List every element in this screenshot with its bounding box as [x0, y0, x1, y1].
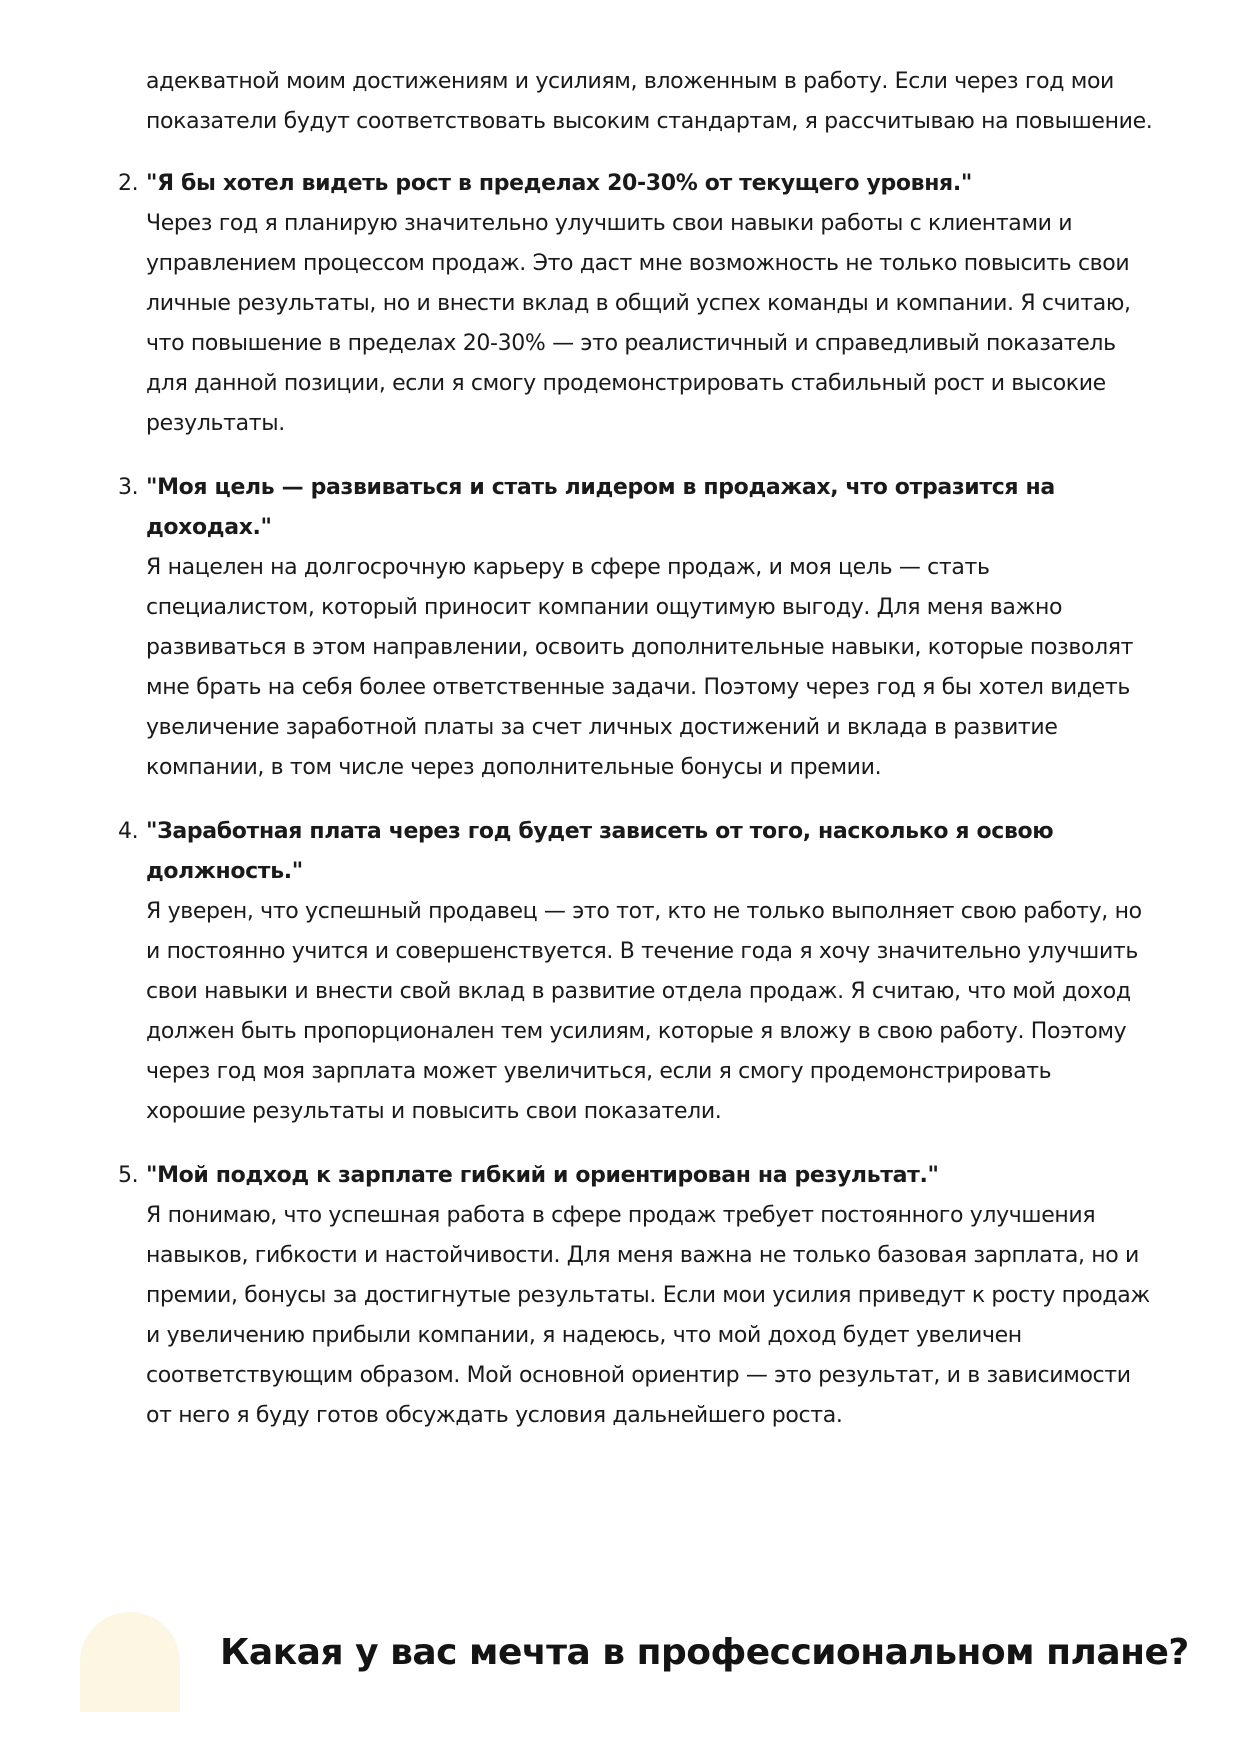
list-item-number: 3. — [118, 475, 139, 500]
list-item-title: "Мой подход к зарплате гибкий и ориентирован на результат." — [146, 1163, 939, 1188]
list-item-body: Через год я планирую значительно улучшить свои навыки работы с клиентами и управлением процессом продаж. Это даст мне возможность не только повысить свои личные результаты, но и внести вклад в общий успех команды и компании. Я считаю, что повышение в пределах 20-30% — это реалистичный и справедливый показатель для данной позиции, если я смогу продемонстрировать стабильный рост и высокие результаты. — [146, 211, 1131, 436]
next-section-header — [80, 1612, 1189, 1732]
list-item — [118, 468, 1156, 788]
list-item — [118, 1156, 1156, 1436]
decorative-blob-icon — [80, 1612, 180, 1712]
answer-list — [118, 62, 1156, 1460]
list-item-body: Я уверен, что успешный продавец — это тот, кто не только выполняет свою работу, но и постоянно учится и совершенствуется. В течение года я хочу значительно улучшить свои навыки и внести свой вклад в развитие отдела продаж. Я считаю, что мой доход должен быть пропорционален тем усилиям, которые я вложу в свою работу. Поэтому через год моя зарплата может увеличиться, если я смогу продемонстрировать хорошие результаты и повысить свои показатели. — [146, 899, 1142, 1124]
list-item-title: "Моя цель — развиваться и стать лидером в продажах, что отразится на доходах." — [146, 475, 1055, 540]
list-item-number: 4. — [118, 819, 139, 844]
list-item-title: "Заработная плата через год будет зависеть от того, насколько я освою должность." — [146, 819, 1054, 884]
list-item — [118, 164, 1156, 444]
list-item-body: Я понимаю, что успешная работа в сфере продаж требует постоянного улучшения навыков, гибкости и настойчивости. Для меня важна не только базовая зарплата, но и премии, бонусы за достигнутые результаты. Если мои усилия приведут к росту продаж и увеличению прибыли компании, я надеюсь, что мой доход будет увеличен соответствующим образом. Мой основной ориентир — это результат, и в зависимости от него я буду готов обсуждать условия дальнейшего роста. — [146, 1203, 1150, 1428]
list-item-number: 2. — [118, 171, 139, 196]
section-heading: Какая у вас мечта в профессиональном плане? — [220, 1632, 1189, 1673]
list-item-body: Я нацелен на долгосрочную карьеру в сфере продаж, и моя цель — стать специалистом, который приносит компании ощутимую выгоду. Для меня важно развиваться в этом направлении, освоить дополнительные навыки, которые позволят мне брать на себя более ответственные задачи. Поэтому через год я бы хотел видеть увеличение заработной платы за счет личных достижений и вклада в развитие компании, в том числе через дополнительные бонусы и премии. — [146, 555, 1134, 780]
list-item-title: "Я бы хотел видеть рост в пределах 20-30% от текущего уровня." — [146, 171, 972, 196]
list-item — [118, 812, 1156, 1132]
list-item-number: 5. — [118, 1163, 139, 1188]
intro-paragraph: адекватной моим достижениям и усилиям, вложенным в работу. Если через год мои показатели будут соответствовать высоким стандартам, я рассчитываю на повышение. — [146, 69, 1153, 134]
